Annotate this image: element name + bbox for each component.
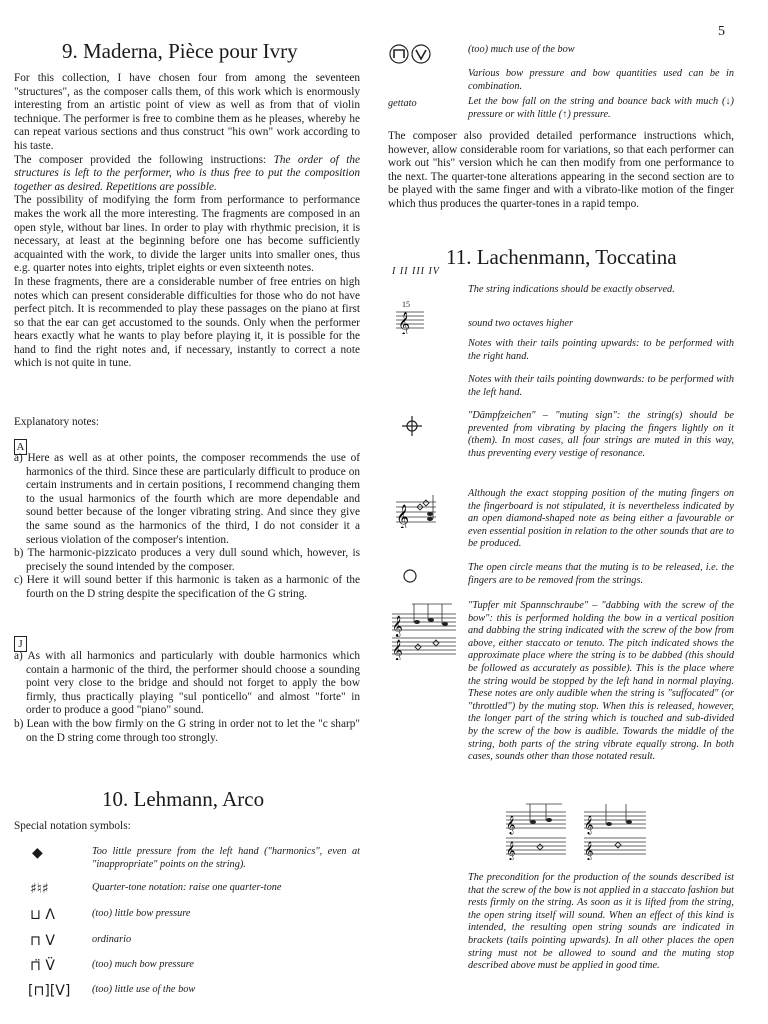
svg-text:𝄞: 𝄞 — [392, 640, 403, 660]
lachen-item-2: sound two octaves higher — [468, 318, 573, 329]
lehmann-symbol-row — [14, 908, 360, 924]
lachen-item-9: The precondition for the production of the sounds described ist that the screw of the bow is not applied in a staccato fashion but rests firmly on the string. As soon as it is lifted from the string, the open string itself will sound. When an effect of this kind is intended, the resulting open string sounds are indicated in brackets (tails pointing upwards). In all other places the open string must not be allowed to sound and the muting stop described above must be applied in good time. — [468, 872, 734, 972]
svg-text:𝄞: 𝄞 — [396, 505, 410, 528]
note-a-a: a) Here as well as at other points, the composer recommends the use of harmonics of the third. Since these are particularly difficult to produce on certain instruments and in certain positions, I recommend changing them to the usual harmonics of the fourth which are more dependable and sound better because of the longer vibrating string. And since they give the same sound as the harmonics of the third, I do not consider it a serious violation of the composer's intention. — [14, 452, 360, 546]
lachen-item-6: Although the exact stopping position of the muting fingers on the fingerboard is not stipulated, it is nevertheless indicated by an open diamond-shaped note as being either a favourable or even essential position in relation to the other sounds that are to be produced. — [468, 488, 734, 550]
dabbing-notation-icon — [392, 600, 460, 665]
note-j-b: b) Lean with the bow firmly on the G string in order not to let the "c sharp" on the D string come through too strongly. — [14, 717, 360, 744]
much-use-bow-desc: (too) much use of the bow — [468, 44, 575, 55]
page-number: 5 — [718, 24, 725, 39]
lehmann-symbol-row — [14, 882, 360, 898]
lachen-item-4: Notes with their tails pointing downwards: to be performed with the left hand. — [468, 374, 734, 398]
lehmann-symbol-desc: (too) little bow pressure — [92, 908, 191, 919]
lachenmann-heading: 11. Lachenmann, Toccatina — [446, 245, 677, 269]
maderna-p2-lead: The composer provided the following instructions: — [14, 153, 274, 166]
dabbing-staff-svg — [392, 600, 460, 660]
circled-bow-icon — [388, 44, 438, 64]
string-numbers: I II III IV — [392, 266, 440, 277]
lehmann-heading: 10. Lehmann, Arco — [102, 787, 265, 811]
lehmann-symbol-desc: (too) much bow pressure — [92, 959, 194, 970]
lehmann-symbol-desc: (too) little use of the bow — [92, 984, 196, 995]
lehmann-symbol-desc: ordinario — [92, 934, 132, 945]
maderna-heading: 9. Maderna, Pièce pour Ivry — [62, 39, 298, 63]
explanatory-notes-label: Explanatory notes: — [14, 416, 100, 428]
muting-sign-svg — [400, 414, 424, 438]
lachen-item-7: The open circle means that the muting is to be released, i.e. the fingers are to be removed from the strings. — [468, 562, 734, 586]
diamond-note-staff-icon — [396, 492, 442, 533]
diamond-icon: ◆ — [32, 845, 43, 861]
lachen-item-3: Notes with their tails pointing upwards: to be performed with the right hand. — [468, 338, 734, 362]
lachen-item-1: The string indications should be exactly observed. — [468, 284, 675, 295]
maderna-p3: The possibility of modifying the form from performance to performance makes the work all the more interesting. The fragments are composed in an open style, without bar lines. In order to play with rhythmic precision, it is necessary, at least at the beginning before one has become sufficiently acquainted with the work, to divide the larger units into smaller ones, thus e.g. quarter notes into eights, triplet eights or even sixteenth notes. — [14, 194, 360, 275]
maderna-p4: In these fragments, there are a considerable number of free entries on high notes which can present considerable difficulties for those who do not have perfect pitch. It is recommended to play these passages on the piano at first so that the ear can get accustomed to the sounds. Only when the performer hears exactly what he wants to play before playing it, it is possible for the hand to find the right notes and, if necessary, instantly to correct a note which is not quite in tune. — [14, 275, 360, 370]
lehmann-symbol-desc: Too little pressure from the left hand ("harmonics", even at "inappropriate" points on the string). — [92, 846, 360, 870]
ordinario-icon: ⊓ V — [30, 933, 55, 949]
little-pressure-icon: ⊔ Λ — [30, 907, 55, 923]
maderna-body — [14, 72, 360, 371]
lehmann-subtitle: Special notation symbols: — [14, 820, 131, 832]
lehmann-symbol-row — [14, 959, 360, 975]
lehmann-symbol-row — [14, 934, 360, 950]
maderna-p2-quote: The order of the structures is left to the performer, who is thus free to put the composition together as desired. Repetitions are possible. — [14, 153, 360, 193]
lehmann-instructions-para: The composer also provided detailed performance instructions which, however, allow considerable room for variations, so that each performer can work out "his" version which he can then modify from one performance to the next. The quarter-tone alterations appearing in the second section are to be played with the same finger and with a vibrato-like motion of the finger which thus produces the quarter-tones in a rapid tempo. — [388, 130, 734, 210]
lachen-item-5: "Dämpfzeichen" – "muting sign": the string(s) should be prevented from vibrating by placing the fingers lightly on it (them). In most cases, all four strings are muted in this way, thus preventing every vestige of resonance. — [468, 410, 734, 459]
box-a-label: A — [14, 439, 27, 455]
note-a-b: b) The harmonic-pizzicato produces a very dull sound which, however, is precisely the sound intended by the composer. — [14, 547, 360, 573]
notes-a — [14, 452, 360, 602]
svg-text:𝄞: 𝄞 — [506, 841, 516, 860]
svg-text:𝄞: 𝄞 — [398, 311, 410, 334]
maderna-p2 — [14, 154, 360, 195]
note-a-c: c) Here it will sound better if this harmonic is taken as a harmonic of the fourth on the D string despite the specification of the G string. — [14, 574, 360, 600]
ottava-label: 15 — [402, 300, 410, 309]
circled-bow-svg — [388, 44, 438, 64]
gettato-label: gettato — [388, 98, 417, 109]
lehmann-symbol-desc: Quarter-tone notation: raise one quarter-tone — [92, 882, 282, 893]
box-j-label: J — [14, 636, 27, 652]
open-circle-svg — [402, 568, 418, 584]
example-staff-svg — [506, 800, 656, 860]
little-use-bow-icon: [⊓][V] — [28, 983, 71, 999]
example-notation-icon — [506, 800, 656, 865]
bow-combination-desc: Various bow pressure and bow quantities used can be in combination. — [468, 68, 734, 92]
much-pressure-icon: ⊓̈ V̈ — [30, 958, 55, 974]
svg-text:𝄞: 𝄞 — [506, 815, 516, 834]
lehmann-symbol-row — [14, 984, 360, 1000]
svg-text:𝄞: 𝄞 — [392, 616, 403, 637]
quarter-tone-icon: ♯♮♯ — [30, 881, 49, 897]
notes-j — [14, 650, 360, 745]
open-circle-icon — [402, 568, 418, 589]
lehmann-symbol-row — [14, 846, 360, 874]
lachen-item-8: "Tupfer mit Spannschraube" – "dabbing with the screw of the bow": this is performed holding the bow in a vertical position and dabbing the string indicated with the screw of the bow from above, either staccato or tenuto. The pitch indicated shows the approximate place where the string is to be dabbed (this should be followed as accurately as possible). This is the place where the string would be stopped by the left hand in normal playing. These notes are only audible when the string is "suffocated" (or "throttled") by the muting stop. When this is released, however, the longer part of the string which is touched and sub-divided by the screw of the bow is audible. Towards the middle of the string, both parts of the string vibrate equally strong. In both cases, sounds other than those notated result. — [468, 600, 734, 763]
treble-clef-15-icon — [396, 300, 436, 334]
gettato-desc: Let the bow fall on the string and bounce back with much (↓) pressure or with little (↑) pressure. — [468, 96, 734, 120]
maderna-p1: For this collection, I have chosen four from among the seventeen "structures", as the composer calls them, of this work which is enormously interesting from an artistic point of view as well as from that of violin technique. The performer is free to combine them as he pleases, whereby he can repeat various sections and thus construct "his own" work according to his taste. — [14, 72, 360, 152]
svg-text:𝄞: 𝄞 — [584, 841, 594, 860]
diamond-staff-svg — [396, 492, 442, 528]
svg-text:𝄞: 𝄞 — [584, 815, 594, 834]
note-j-a: a) As with all harmonics and particularly with double harmonics which contain a harmonic of the third, the performer should choose a sounding point very close to the bridge and should not forget to apply the bow firmly, thus practically playing "sul ponticello" and almost "forte" in order to produce a good "piano" sound. — [14, 650, 360, 717]
muting-sign-icon — [400, 414, 424, 443]
